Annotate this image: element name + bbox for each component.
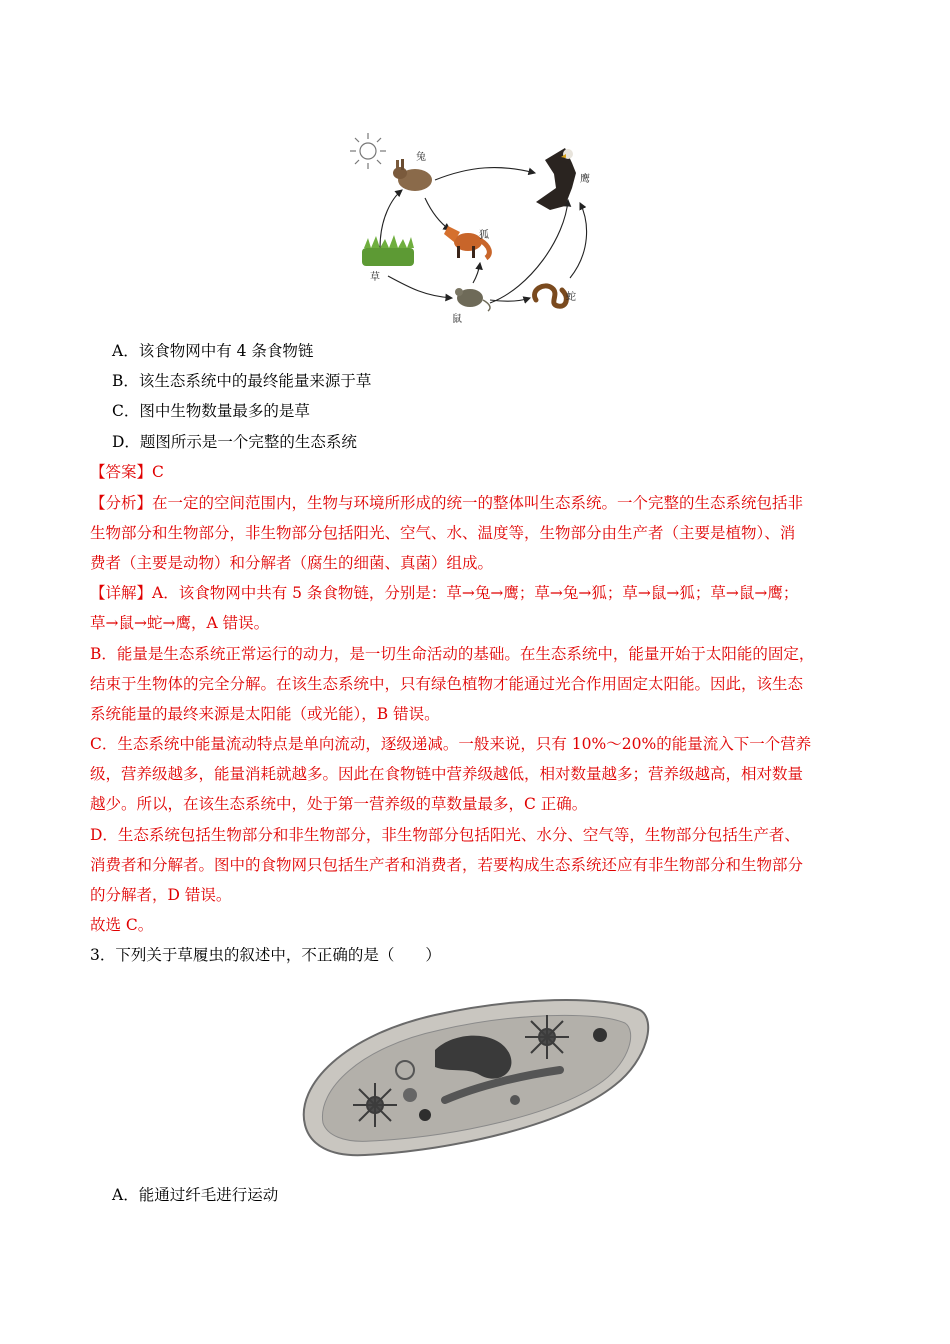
detail-line-7: 级，营养级越多，能量消耗就越多。因此在食物链中营养级越低，相对数量越多；营养级越高，相对数量 [90, 765, 804, 783]
analysis-line-2: 生物部分和生物部分，非生物部分包括阳光、空气、水、温度等，生物部分由生产者（主要是植物）、消 [90, 524, 796, 542]
analysis-line-1 [90, 488, 870, 518]
eagle-icon [536, 148, 576, 210]
conclusion: 故选 C。 [90, 916, 154, 934]
option-c: C．图中生物数量最多的是草 [112, 402, 310, 420]
label-rabbit: 兔 [416, 152, 426, 163]
detail-line-9: D．生态系统包括生物部分和非生物部分，非生物部分包括阳光、水分、空气等，生物部分包括生产者、 [90, 826, 800, 844]
detail-tag: 【详解】 [90, 584, 153, 602]
analysis-line-3: 费者（主要是动物）和分解者（腐生的细菌、真菌）组成。 [90, 554, 494, 572]
mouse-icon [455, 288, 490, 311]
arrow-mouse-snake [490, 298, 530, 301]
analysis-tag: 【分析】 [90, 494, 153, 512]
detail-text-1: A．该食物网中共有 5 条食物链，分别是：草→兔→鹰；草→兔→狐；草→鼠→狐；草→鼠→鹰； [152, 584, 799, 602]
detail-line-10: 消费者和分解者。图中的食物网只包括生产者和消费者，若要构成生态系统还应有非生物部分和生物部分 [90, 856, 804, 874]
arrow-snake-eagle [570, 203, 587, 278]
grass-icon [362, 235, 414, 266]
detail-line-4: 结束于生物体的完全分解。在该生态系统中，只有绿色植物才能通过光合作用固定太阳能。因此，该生态 [90, 675, 804, 693]
detail-line-6: C．生态系统中能量流动特点是单向流动，逐级递减。一般来说，只有 10%～20%的能量流入下一个营养 [90, 735, 812, 753]
paramecium-figure [285, 975, 655, 1170]
answer-value: C [152, 463, 164, 481]
arrow-mouse-fox [473, 263, 480, 283]
analysis-text-1: 在一定的空间范围内，生物与环境所形成的统一的整体叫生态系统。一个完整的生态系统包括非 [152, 494, 804, 512]
option-d: D．题图所示是一个完整的生态系统 [112, 433, 357, 451]
label-mouse: 鼠 [452, 314, 462, 325]
label-grass: 草 [370, 272, 380, 283]
detail-line-1 [90, 578, 870, 608]
question-3-stem: 3．下列关于草履虫的叙述中，不正确的是（ ） [90, 946, 441, 964]
paramecium-icon [304, 1000, 648, 1155]
answer-line [90, 457, 870, 487]
sun-icon [350, 133, 386, 169]
q3-option-a: A．能通过纤毛进行运动 [112, 1186, 279, 1204]
detail-line-3: B．能量是生态系统正常运行的动力，是一切生命活动的基础。在生态系统中，能量开始于太阳能的固定， [90, 645, 815, 663]
arrow-rabbit-fox [425, 198, 450, 230]
label-snake: 蛇 [566, 292, 576, 303]
detail-line-8: 越少。所以，在该生态系统中，处于第一营养级的草数量最多，C 正确。 [90, 795, 588, 813]
detail-line-11: 的分解者，D 错误。 [90, 886, 232, 904]
food-web-figure [340, 118, 630, 330]
arrow-grass-rabbit [380, 190, 402, 248]
label-eagle: 鹰 [580, 174, 590, 185]
answer-tag: 【答案】 [90, 463, 153, 481]
arrow-grass-mouse [388, 276, 452, 298]
snake-icon [535, 286, 567, 306]
detail-line-2: 草→鼠→蛇→鹰，A 错误。 [90, 614, 270, 632]
option-a: A．该食物网中有 4 条食物链 [112, 342, 314, 360]
label-fox: 狐 [479, 230, 489, 241]
arrow-rabbit-eagle [435, 168, 535, 180]
option-b: B．该生态系统中的最终能量来源于草 [112, 372, 372, 390]
arrow-mouse-eagle [490, 200, 568, 303]
rabbit-icon [393, 159, 432, 191]
detail-line-5: 系统能量的最终来源是太阳能（或光能），B 错误。 [90, 705, 440, 723]
